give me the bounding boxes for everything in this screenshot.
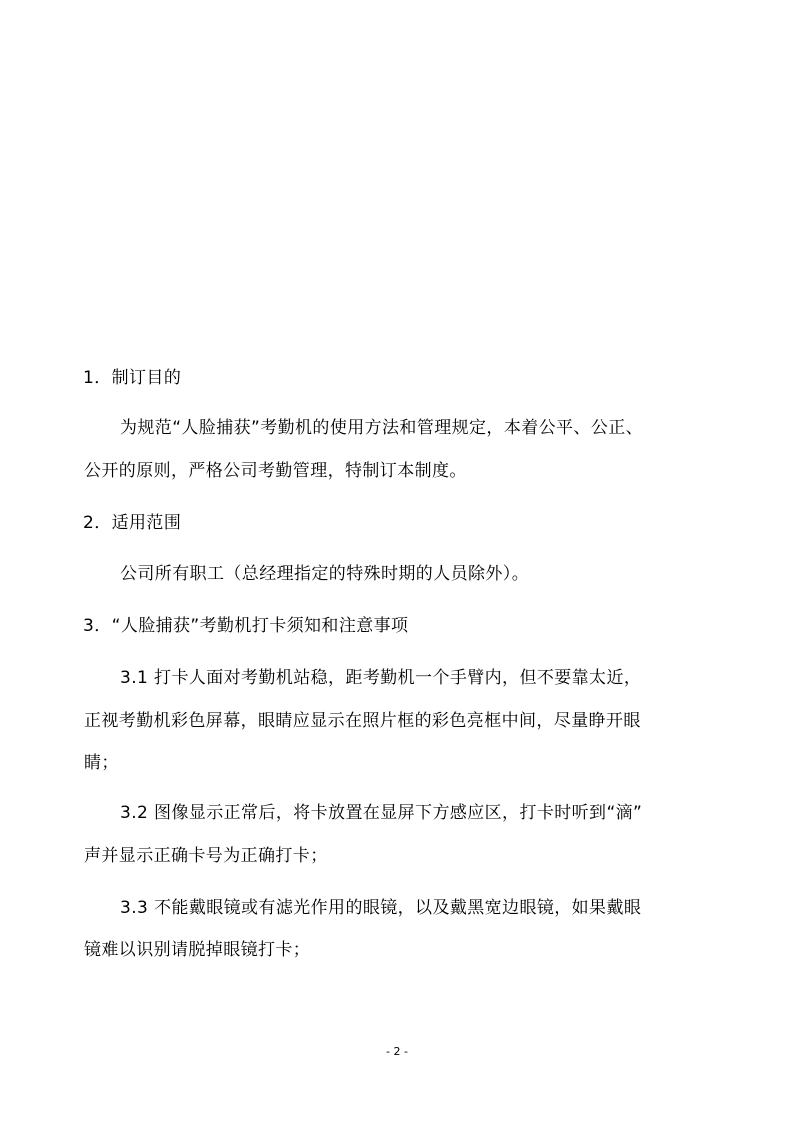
list-item-line: 3.3 不能戴眼镜或有滤光作用的眼镜，以及戴黑宽边眼镜，如果戴眼 <box>120 898 642 918</box>
paragraph-line: 公开的原则，严格公司考勤管理，特制订本制度。 <box>84 461 467 481</box>
section-heading-purpose: 1．制订目的 <box>83 368 182 388</box>
list-item-line: 3.2 图像显示正常后，将卡放置在显屏下方感应区，打卡时听到“滴” <box>120 803 643 823</box>
list-item-line: 睛； <box>84 753 119 773</box>
list-item-line: 正视考勤机彩色屏幕，眼睛应显示在照片框的彩色亮框中间，尽量睁开眼 <box>84 711 641 731</box>
list-item-line: 声并显示正确卡号为正确打卡； <box>84 846 328 866</box>
list-item-line: 3.1 打卡人面对考勤机站稳，距考勤机一个手臂内，但不要靠太近， <box>120 668 642 688</box>
list-item-line: 镜难以识别请脱掉眼镜打卡； <box>84 940 311 960</box>
page-number: - 2 - <box>386 1045 408 1058</box>
section-heading-instructions: 3．“人脸捕获”考勤机打卡须知和注意事项 <box>83 616 409 636</box>
paragraph-line: 为规范“人脸捕获”考勤机的使用方法和管理规定，本着公平、公正、 <box>120 418 644 438</box>
section-heading-scope: 2．适用范围 <box>83 513 182 533</box>
paragraph-line: 公司所有职工（总经理指定的特殊时期的人员除外）。 <box>120 564 530 584</box>
